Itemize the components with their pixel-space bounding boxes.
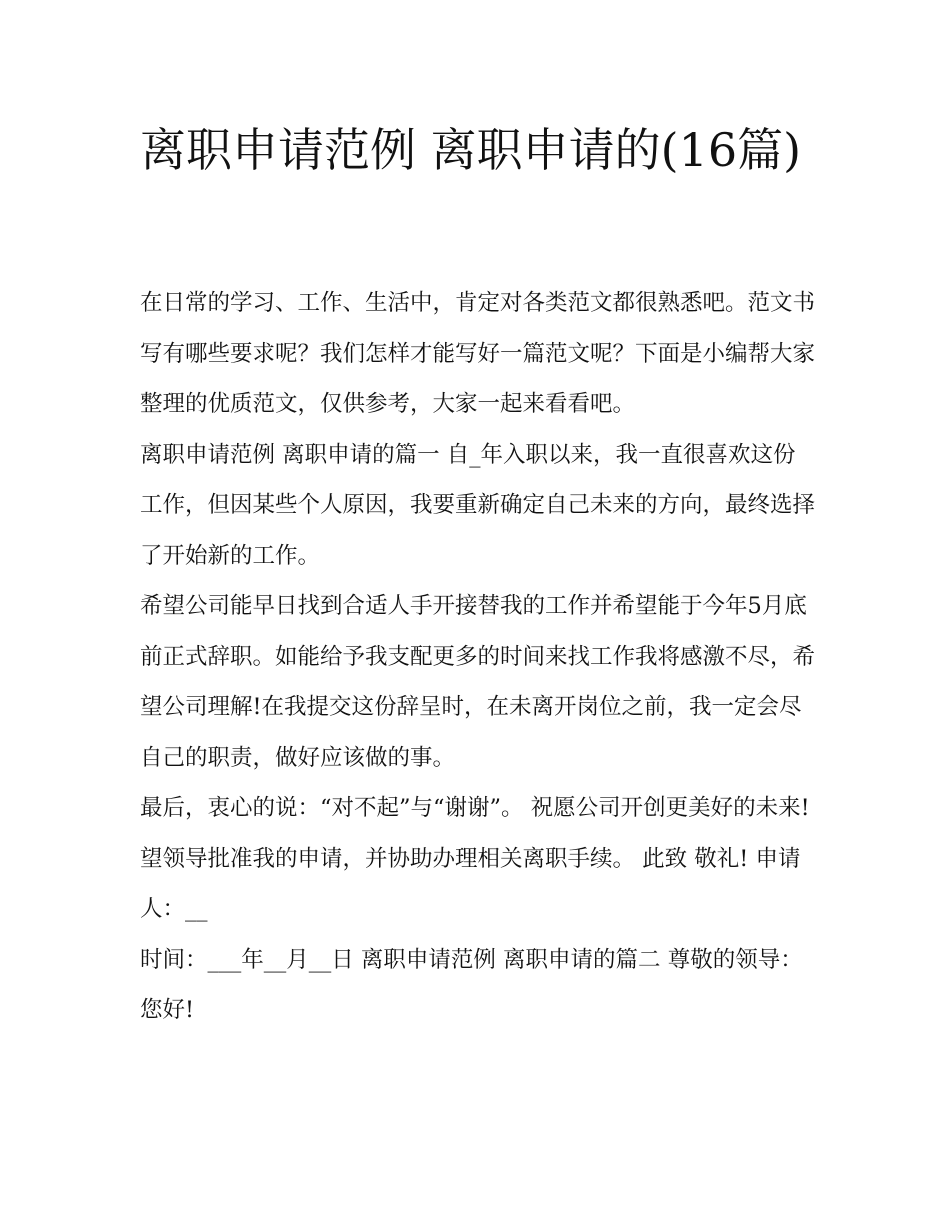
document-title: 离职申请范例 离职申请的(16篇) — [140, 123, 802, 177]
document-body — [140, 278, 816, 1036]
paragraph-4: 时间：___年__月__日 离职申请范例 离职申请的篇二 尊敬的领导： 您好! — [140, 946, 803, 1023]
paragraph-2: 希望公司能早日找到合适人手开接替我的工作并希望能于今年5月底前正式辞职。如能给予我支配更多的时间来找工作我将感激不尽，希望公司理解!在我提交这份辞呈时，在未离开岗位之前，我一定会尽自己的职责，做好应该做的事。 — [140, 593, 816, 771]
paragraph-intro: 在日常的学习、工作、生活中，肯定对各类范文都很熟悉吧。范文书写有哪些要求呢？我们怎样才能写好一篇范文呢？下面是小编帮大家整理的优质范文，仅供参考，大家一起来看看吧。 — [140, 290, 816, 417]
paragraph-1: 离职申请范例 离职申请的篇一 自_年入职以来，我一直很喜欢这份工作，但因某些个人原因，我要重新确定自己未来的方向，最终选择了开始新的工作。 — [140, 441, 816, 569]
paragraph-3: 最后，衷心的说：“对不起”与“谢谢”。 祝愿公司开创更美好的未来! 望领导批准我的申请，并协助办理相关离职手续。 此致 敬礼! 申请人：__ — [140, 795, 810, 922]
